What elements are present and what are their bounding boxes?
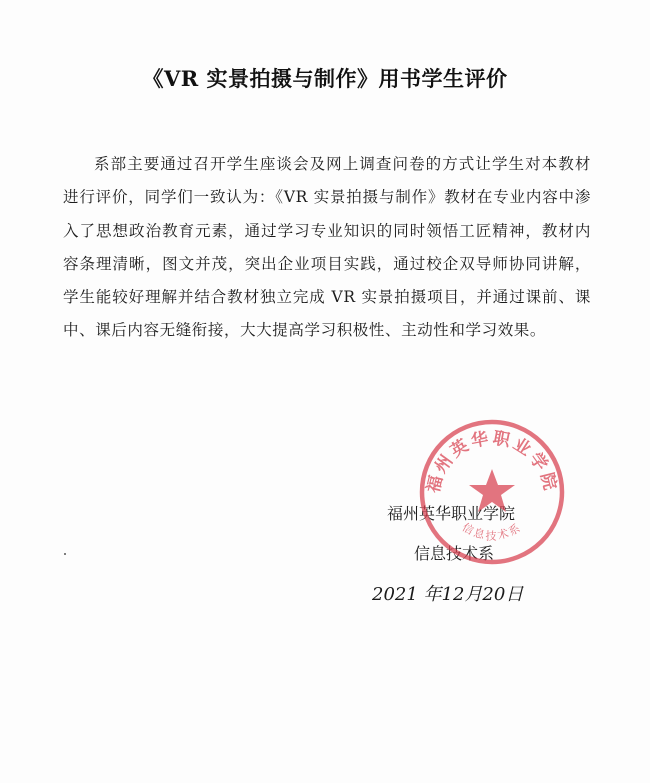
seal-top-text: 福州英华职业学院 xyxy=(423,428,561,495)
signature-department: 信息技术系 xyxy=(414,544,495,563)
svg-text:信息技术系 xyxy=(460,520,524,542)
official-seal-stamp xyxy=(417,417,567,567)
paper-speck xyxy=(64,553,66,555)
document-title: 《VR 实景拍摄与制作》用书学生评价 xyxy=(142,66,508,91)
signature-school: 福州英华职业学院 xyxy=(387,504,516,523)
document-body: 系部主要通过召开学生座谈会及网上调查问卷的方式让学生对本教材进行评价，同学们一致认为：《VR 实景拍摄与制作》教材在专业内容中渗入了思想政治教育元素，通过学习专业知识的同时领悟工匠精神，教材内容条理清晰，图文并茂，突出企业项目实践，通过校企双导师协同讲解，学生能较好理解并结合教材独立完成 VR 实景拍摄项目，并通过课前、课中、课后内容无缝衔接，大大提高学习积极性、主动性和学习效果。 xyxy=(63,155,591,340)
seal-bottom-text: 信息技术系 xyxy=(459,520,525,543)
signature-date: 2021 年12月20日 xyxy=(372,584,524,605)
